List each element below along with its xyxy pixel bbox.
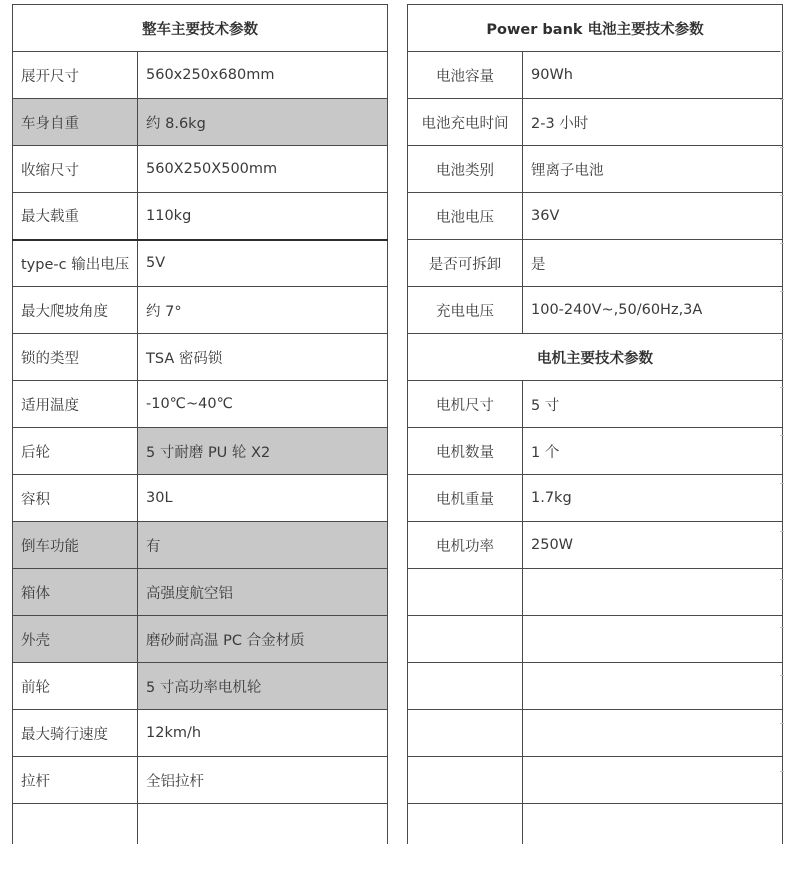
table-row: [408, 193, 783, 240]
spec-value: -10℃~40℃: [138, 381, 388, 428]
spec-label: 箱体: [13, 569, 138, 616]
spec-value: 是: [523, 240, 783, 287]
spec-label: 是否可拆卸: [408, 240, 523, 287]
spec-value: 250W: [523, 522, 783, 569]
spec-label: 倒车功能: [13, 522, 138, 569]
table-header-row: [13, 5, 388, 52]
table-row-empty: [13, 804, 388, 844]
table-row: [408, 428, 783, 475]
spec-label: 电池容量: [408, 52, 523, 99]
spec-value: 30L: [138, 475, 388, 522]
spec-value: 36V: [523, 193, 783, 240]
table-row: [13, 475, 388, 522]
empty-cell: [523, 757, 783, 804]
spec-label: 充电电压: [408, 287, 523, 334]
table-row: [13, 193, 388, 240]
edge-tick: [780, 291, 784, 292]
spec-label: 电池电压: [408, 193, 523, 240]
spec-label: 容积: [13, 475, 138, 522]
spec-label: 电池充电时间: [408, 99, 523, 146]
spec-value: 高强度航空铝: [138, 569, 388, 616]
empty-cell: [408, 757, 523, 804]
table-row-empty: [408, 804, 783, 844]
vehicle-spec-header: 整车主要技术参数: [13, 5, 388, 52]
spec-value: 12km/h: [138, 710, 388, 757]
spec-label: type-c 输出电压: [13, 240, 138, 287]
empty-cell: [408, 569, 523, 616]
battery-motor-spec-table: [407, 4, 783, 844]
spec-value: 110kg: [138, 193, 388, 240]
table-row: [13, 334, 388, 381]
table-row-empty: [408, 757, 783, 804]
table-row-empty: [408, 663, 783, 710]
table-row: [13, 287, 388, 334]
spec-value: 全铝拉杆: [138, 757, 388, 804]
table-row: [408, 287, 783, 334]
table-row: [408, 52, 783, 99]
empty-cell: [523, 663, 783, 710]
spec-value: 有: [138, 522, 388, 569]
table-row: [13, 710, 388, 757]
edge-tick: [780, 243, 784, 244]
spec-value: 磨砂耐高温 PC 合金材质: [138, 616, 388, 663]
edge-tick: [780, 387, 784, 388]
spec-label: 锁的类型: [13, 334, 138, 381]
spec-label: 外壳: [13, 616, 138, 663]
spec-value: 约 7°: [138, 287, 388, 334]
empty-cell: [523, 569, 783, 616]
table-row: [13, 569, 388, 616]
edge-tick: [780, 675, 784, 676]
motor-spec-header: 电机主要技术参数: [408, 334, 783, 381]
spec-value: 约 8.6kg: [138, 99, 388, 146]
spec-label: 电机数量: [408, 428, 523, 475]
table-row: [13, 381, 388, 428]
spec-label: 电池类别: [408, 146, 523, 193]
spec-value: 90Wh: [523, 52, 783, 99]
vehicle-spec-table: [12, 4, 388, 844]
table-row: [13, 522, 388, 569]
edge-tick: [780, 339, 784, 340]
spec-value: 560x250x680mm: [138, 52, 388, 99]
spec-label: 电机功率: [408, 522, 523, 569]
edge-tick: [780, 531, 784, 532]
spec-label: 后轮: [13, 428, 138, 475]
table-row-empty: [408, 710, 783, 757]
edge-tick: [780, 771, 784, 772]
table-row: [13, 616, 388, 663]
table-row-empty: [408, 616, 783, 663]
battery-spec-header: Power bank 电池主要技术参数: [408, 5, 783, 52]
empty-cell: [523, 710, 783, 757]
table-row: [408, 381, 783, 428]
table-row: [408, 240, 783, 287]
table-row: [13, 663, 388, 710]
table-row: [13, 146, 388, 193]
edge-tick: [780, 435, 784, 436]
spec-value: 5 寸高功率电机轮: [138, 663, 388, 710]
table-row: [13, 757, 388, 804]
empty-cell: [408, 663, 523, 710]
spec-label: 电机尺寸: [408, 381, 523, 428]
spec-value: 2-3 小时: [523, 99, 783, 146]
spec-value: 5 寸耐磨 PU 轮 X2: [138, 428, 388, 475]
edge-tick: [780, 627, 784, 628]
table-row: [408, 522, 783, 569]
spec-value: 锂离子电池: [523, 146, 783, 193]
table-row: [13, 52, 388, 99]
empty-cell: [408, 804, 523, 844]
table-row: [13, 428, 388, 475]
table-row-empty: [408, 569, 783, 616]
empty-cell: [523, 616, 783, 663]
edge-tick: [780, 51, 784, 52]
edge-tick: [780, 147, 784, 148]
spec-value: 560X250X500mm: [138, 146, 388, 193]
edge-tick: [780, 579, 784, 580]
spec-label: 最大载重: [13, 193, 138, 240]
empty-cell: [408, 710, 523, 757]
spec-label: 最大骑行速度: [13, 710, 138, 757]
spec-value: 5 寸: [523, 381, 783, 428]
spec-label: 电机重量: [408, 475, 523, 522]
spec-value: 1.7kg: [523, 475, 783, 522]
empty-cell: [523, 804, 783, 844]
table-row: [13, 240, 388, 287]
spec-label: 收缩尺寸: [13, 146, 138, 193]
spec-label: 展开尺寸: [13, 52, 138, 99]
spec-value: TSA 密码锁: [138, 334, 388, 381]
spec-value: 1 个: [523, 428, 783, 475]
spec-label: 车身自重: [13, 99, 138, 146]
table-header-row: [408, 5, 783, 52]
spec-label: 适用温度: [13, 381, 138, 428]
spec-value: 100-240V~,50/60Hz,3A: [523, 287, 783, 334]
table-row: [408, 99, 783, 146]
empty-cell: [13, 804, 138, 844]
spec-label: 拉杆: [13, 757, 138, 804]
edge-tick: [780, 723, 784, 724]
table-row: [408, 146, 783, 193]
spec-label: 最大爬坡角度: [13, 287, 138, 334]
table-row: [408, 475, 783, 522]
edge-tick: [780, 195, 784, 196]
table-header-row: [408, 334, 783, 381]
empty-cell: [138, 804, 388, 844]
edge-tick: [780, 99, 784, 100]
spec-value: 5V: [138, 240, 388, 287]
spec-label: 前轮: [13, 663, 138, 710]
edge-tick: [780, 483, 784, 484]
empty-cell: [408, 616, 523, 663]
table-row: [13, 99, 388, 146]
